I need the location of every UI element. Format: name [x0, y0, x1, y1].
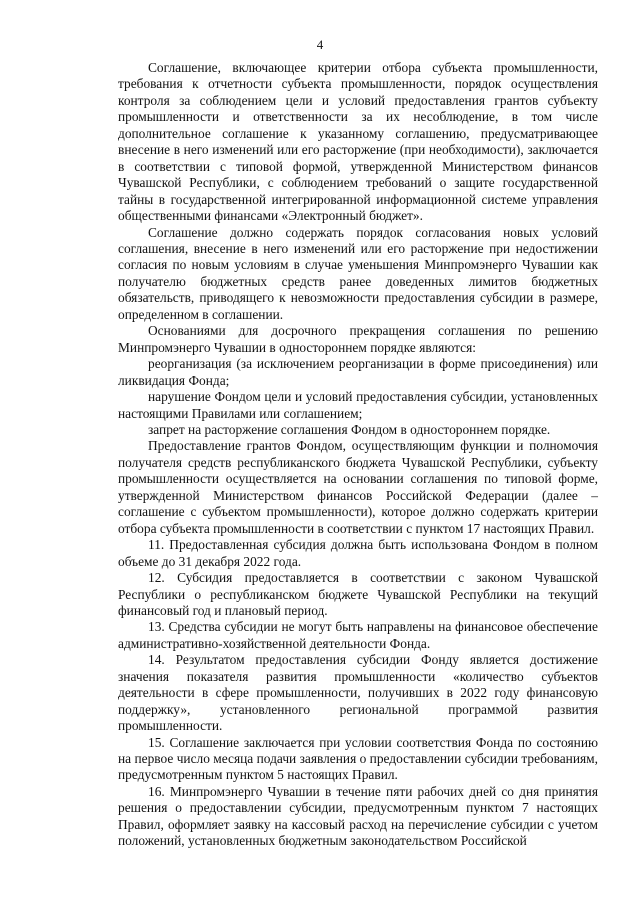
paragraph-prohibition: запрет на расторжение соглашения Фондом в одностороннем порядке. — [148, 421, 551, 437]
paragraph-violation: нарушение Фондом цели и условий предоставления субсидии, установленных настоящими Правилами или соглашением; — [118, 389, 598, 421]
paragraph-item-12: 12. Субсидия предоставляется в соответствии с законом Чувашской Республики о республиканском бюджете Чувашской Республики на текущий финансовый год и плановый период. — [118, 570, 598, 618]
paragraph-item-11: 11. Предоставленная субсидия должна быть использована Фондом в полном объеме до 31 декабря 2022 года. — [118, 537, 598, 569]
document-body — [118, 60, 598, 850]
page-number: 4 — [316, 37, 324, 52]
paragraph-item-13: 13. Средства субсидии не могут быть направлены на финансовое обеспечение административно-хозяйственной деятельности Фонда. — [118, 619, 598, 651]
paragraph-agreement-amendment: Соглашение должно содержать порядок согласования новых условий соглашения, внесение в него изменений или его расторжение при недостижении согласия по новым условиям в случае уменьшения Минпромэнерго Чувашии как получателю бюджетных средств ранее доведенных лимитов бюджетных обязательств, приводящего к невозможности предоставления субсидии в размере, определенном в соглашении. — [118, 224, 598, 322]
paragraph-termination-grounds: Основаниями для досрочного прекращения соглашения по решению Минпромэнерго Чувашии в одностороннем порядке являются: — [118, 323, 598, 355]
paragraph-grant-provision: Предоставление грантов Фондом, осуществляющим функции и полномочия получателя средств республиканского бюджета Чувашской Республики, субъекту промышленности осуществляется на основании соглашения по типовой форме, утвержденной Министерством финансов Российской Федерации (далее – соглашение с субъектом промышленности), которое должно содержать критерии отбора субъекта промышленности в соответствии с пунктом 17 настоящих Правил. — [118, 438, 598, 536]
paragraph-agreement-criteria: Соглашение, включающее критерии отбора субъекта промышленности, требования к отчетности субъекта промышленности, порядок осуществления контроля за соблюдением цели и условий предоставления грантов субъекту промышленности и ответственности за их несоблюдение, в том числе дополнительное соглашение к указанному соглашению, предусматривающее внесение в него изменений или его расторжение (при необходимости), заключается в соответствии с типовой формой, утвержденной Министерством финансов Чувашской Республики, с соблюдением требований о защите государственной тайны в государственной интегрированной информационной системе управления общественными финансами «Электронный бюджет». — [118, 60, 598, 224]
paragraph-reorganization: реорганизация (за исключением реорганизации в форме присоединения) или ликвидация Фонда; — [118, 356, 598, 388]
paragraph-item-14: 14. Результатом предоставления субсидии Фонду является достижение значения показателя развития промышленности «количество субъектов деятельности в сфере промышленности, получивших в 2022 году финансовую поддержку», установленного региональной программой развития промышленности. — [118, 652, 598, 734]
paragraph-item-16: 16. Минпромэнерго Чувашии в течение пяти рабочих дней со дня принятия решения о предоставлении субсидии, предусмотренным пунктом 7 настоящих Правил, оформляет заявку на кассовый расход на перечисление субсидии с учетом положений, установленных бюджетным законодательством Российской — [118, 783, 598, 849]
paragraph-item-15: 15. Соглашение заключается при условии соответствия Фонда по состоянию на первое число месяца подачи заявления о предоставлении субсидии требованиям, предусмотренным пунктом 5 настоящих Правил. — [118, 734, 598, 783]
